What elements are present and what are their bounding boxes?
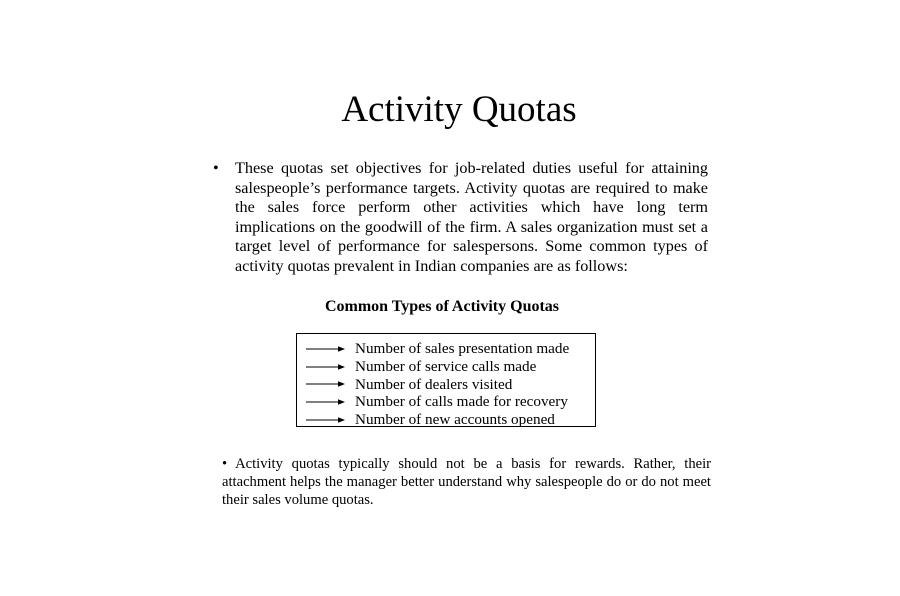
quota-item-label: Number of calls made for recovery bbox=[355, 393, 568, 411]
box-heading: Common Types of Activity Quotas bbox=[324, 298, 560, 315]
quota-item bbox=[306, 340, 569, 358]
intro-bullet bbox=[213, 159, 708, 277]
quota-list bbox=[306, 340, 569, 429]
footer-text: Activity quotas typically should not be a basis for rewards. Rather, their attachment helps the manager better understand why salespeople do or do not meet their sales volume quotas. bbox=[222, 456, 712, 508]
quota-item-label: Number of dealers visited bbox=[355, 375, 513, 393]
arrow-right-icon bbox=[306, 380, 345, 388]
slide-title: Activity Quotas bbox=[341, 89, 577, 130]
bullet-symbol: • bbox=[222, 456, 228, 472]
quota-item-label: Number of new accounts opened bbox=[355, 411, 555, 429]
footer-bullet bbox=[222, 455, 711, 509]
quota-types-box bbox=[296, 333, 596, 427]
quota-item bbox=[306, 358, 569, 376]
quota-item-label: Number of sales presentation made bbox=[355, 340, 570, 357]
arrow-right-icon bbox=[306, 398, 345, 406]
arrow-right-icon bbox=[306, 345, 345, 353]
arrow-right-icon bbox=[306, 416, 345, 424]
intro-text: These quotas set objectives for job-related duties useful for attaining salespeople’s performance targets. Activity quotas are required to make the sales force perform other activities which have long term implications on the goodwill of the firm. A sales organization must set a target level of performance for salespersons. Some common types of activity quotas prevalent in Indian companies are as follows: bbox=[235, 159, 708, 275]
quota-item bbox=[306, 393, 569, 411]
quota-item bbox=[306, 411, 569, 429]
quota-item-label: Number of service calls made bbox=[355, 357, 537, 375]
quota-item bbox=[306, 376, 569, 394]
arrow-right-icon bbox=[306, 363, 345, 371]
bullet-symbol: • bbox=[213, 159, 219, 177]
